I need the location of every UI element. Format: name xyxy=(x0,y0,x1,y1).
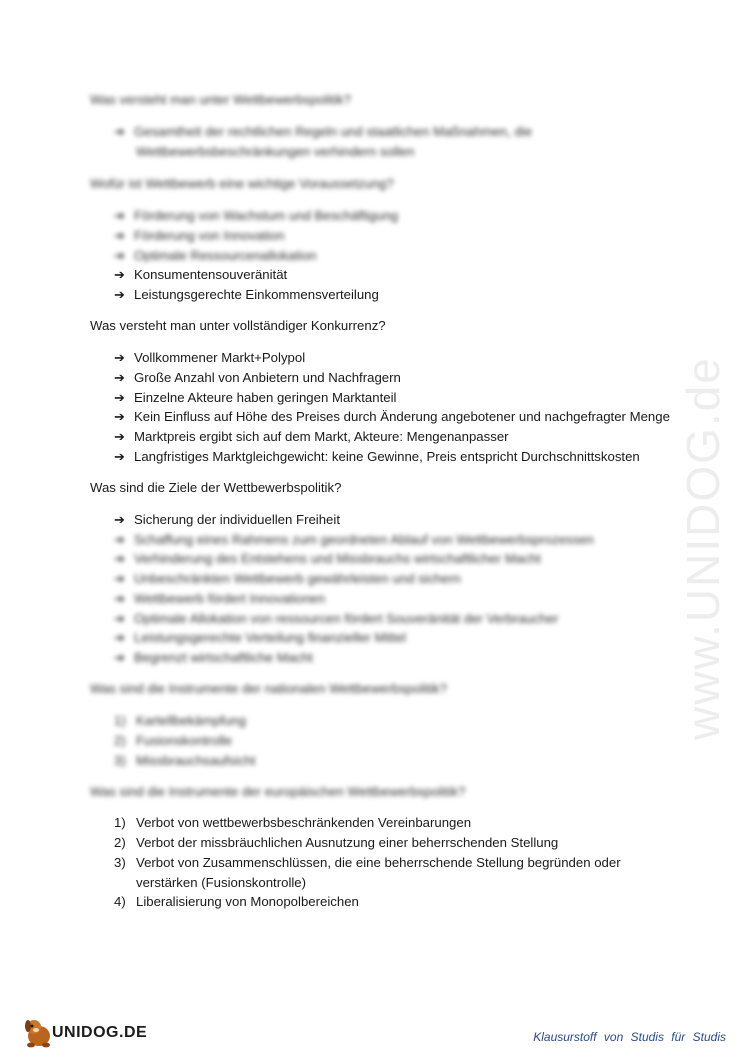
arrow-bullet-icon: ➔ xyxy=(114,370,125,385)
list-number: 3) xyxy=(114,753,126,768)
list-item-text: Kein Einfluss auf Höhe des Preises durch Änderung angebotener und nachgefragter Menge xyxy=(134,409,670,424)
arrow-bullet-icon: ➔ xyxy=(114,650,125,665)
bullet-list-item xyxy=(114,611,558,627)
list-item-text: Fusionskontrolle xyxy=(136,733,233,748)
footer-tagline: Klausurstoff von Studis für Studis xyxy=(533,1030,726,1044)
list-item-text: Optimale Ressourcenallokation xyxy=(134,248,317,263)
numbered-list-item xyxy=(114,894,359,910)
numbered-list-item xyxy=(136,875,306,891)
bullet-list-item xyxy=(114,630,406,646)
list-item-text: Marktpreis ergibt sich auf dem Markt, Akteure: Mengenanpasser xyxy=(134,429,509,444)
list-item-text: Leistungsgerechte Verteilung finanzieller Mittel xyxy=(134,630,406,645)
list-item-text: Unbeschränkten Wettbewerb gewährleisten und sichern xyxy=(134,571,461,586)
list-item-text: Begrenzt wirtschaftliche Macht xyxy=(134,650,313,665)
arrow-bullet-icon: ➔ xyxy=(114,248,125,263)
bullet-list-item xyxy=(114,409,670,425)
list-item-text: Kartellbekämpfung xyxy=(136,713,246,728)
arrow-bullet-icon: ➔ xyxy=(114,208,125,223)
section-question: Was sind die Ziele der Wettbewerbspolitik? xyxy=(90,480,342,495)
list-item-text: Liberalisierung von Monopolbereichen xyxy=(136,894,359,909)
bullet-list-item xyxy=(114,267,287,283)
arrow-bullet-icon: ➔ xyxy=(114,611,125,626)
list-item-text: Vollkommener Markt+Polypol xyxy=(134,350,306,365)
arrow-bullet-icon: ➔ xyxy=(114,267,125,282)
list-item-text: Schaffung eines Rahmens zum geordneten Ablauf von Wettbewerbsprozessen xyxy=(134,532,594,547)
numbered-list-item xyxy=(114,733,232,749)
bullet-list-item xyxy=(114,591,325,607)
list-item-text: Gesamtheit der rechtlichen Regeln und staatlichen Maßnahmen, die xyxy=(134,124,533,139)
bullet-list-item xyxy=(114,551,541,567)
list-item-text: Förderung von Innovation xyxy=(134,228,285,243)
bullet-list-item xyxy=(114,228,284,244)
arrow-bullet-icon: ➔ xyxy=(114,512,125,527)
list-item-text: Große Anzahl von Anbietern und Nachfragern xyxy=(134,370,401,385)
list-item-text: verstärken (Fusionskontrolle) xyxy=(136,875,307,890)
arrow-bullet-icon: ➔ xyxy=(114,449,125,464)
numbered-list-item xyxy=(114,815,471,831)
bullet-list-item xyxy=(114,208,398,224)
section-question: Was sind die Instrumente der europäischen Wettbewerbspolitik? xyxy=(90,784,466,799)
arrow-bullet-icon: ➔ xyxy=(114,287,125,302)
list-item-text: Verhinderung des Entstehens und Missbrauchs wirtschaftlicher Macht xyxy=(134,551,541,566)
bullet-list-item xyxy=(114,248,317,264)
list-item-text: Verbot von Zusammenschlüssen, die eine beherrschende Stellung begründen oder xyxy=(136,855,621,870)
bullet-list-item xyxy=(114,350,305,366)
numbered-list-item xyxy=(114,835,558,851)
bullet-list-item xyxy=(114,532,594,548)
list-item-text: Förderung von Wachstum und Beschäftigung xyxy=(134,208,399,223)
list-number: 1) xyxy=(114,713,126,728)
dog-mascot-icon xyxy=(22,1014,56,1050)
list-item-text: Konsumentensouveränität xyxy=(134,267,288,282)
section-question: Was versteht man unter Wettbewerbspolitik? xyxy=(90,92,351,107)
logo-text: UNIDOG.DE xyxy=(52,1024,148,1041)
arrow-bullet-icon: ➔ xyxy=(114,571,125,586)
bullet-list-item xyxy=(114,571,461,587)
arrow-bullet-icon: ➔ xyxy=(114,551,125,566)
list-item-text: Optimale Allokation von ressourcen fördert Souveränität der Verbraucher xyxy=(134,611,559,626)
bullet-list-item xyxy=(136,144,414,160)
unidog-logo xyxy=(22,1014,152,1054)
numbered-list-item xyxy=(114,855,621,871)
arrow-bullet-icon: ➔ xyxy=(114,390,125,405)
list-item-text: Wettbewerb fördert Innovationen xyxy=(134,591,326,606)
bullet-list-item xyxy=(114,449,640,465)
list-item-text: Missbrauchsaufsicht xyxy=(136,753,256,768)
bullet-list-item xyxy=(114,429,509,445)
section-question: Wofür ist Wettbewerb eine wichtige Voraussetzung? xyxy=(90,176,394,191)
watermark: www.UNIDOG.de xyxy=(677,356,729,740)
arrow-bullet-icon: ➔ xyxy=(114,429,125,444)
arrow-bullet-icon: ➔ xyxy=(114,124,125,139)
list-item-text: Einzelne Akteure haben geringen Marktanteil xyxy=(134,390,397,405)
list-item-text: Wettbewerbsbeschränkungen verhindern sollen xyxy=(136,144,415,159)
list-number: 1) xyxy=(114,815,126,830)
arrow-bullet-icon: ➔ xyxy=(114,532,125,547)
list-item-text: Sicherung der individuellen Freiheit xyxy=(134,512,340,527)
arrow-bullet-icon: ➔ xyxy=(114,228,125,243)
bullet-list-item xyxy=(114,390,396,406)
list-number: 3) xyxy=(114,855,126,870)
list-item-text: Verbot von wettbewerbsbeschränkenden Vereinbarungen xyxy=(136,815,472,830)
arrow-bullet-icon: ➔ xyxy=(114,409,125,424)
arrow-bullet-icon: ➔ xyxy=(114,591,125,606)
bullet-list-item xyxy=(114,124,532,140)
list-number: 2) xyxy=(114,835,126,850)
bullet-list-item xyxy=(114,650,313,666)
arrow-bullet-icon: ➔ xyxy=(114,630,125,645)
numbered-list-item xyxy=(114,753,255,769)
list-number: 2) xyxy=(114,733,126,748)
list-item-text: Leistungsgerechte Einkommensverteilung xyxy=(134,287,379,302)
bullet-list-item xyxy=(114,287,379,303)
list-item-text: Verbot der missbräuchlichen Ausnutzung einer beherrschenden Stellung xyxy=(136,835,559,850)
numbered-list-item xyxy=(114,713,246,729)
list-number: 4) xyxy=(114,894,126,909)
list-item-text: Langfristiges Marktgleichgewicht: keine Gewinne, Preis entspricht Durchschnittskosten xyxy=(134,449,640,464)
bullet-list-item xyxy=(114,512,340,528)
bullet-list-item xyxy=(114,370,401,386)
arrow-bullet-icon: ➔ xyxy=(114,350,125,365)
section-question: Was sind die Instrumente der nationalen Wettbewerbspolitik? xyxy=(90,681,447,696)
section-question: Was versteht man unter vollständiger Konkurrenz? xyxy=(90,318,386,333)
